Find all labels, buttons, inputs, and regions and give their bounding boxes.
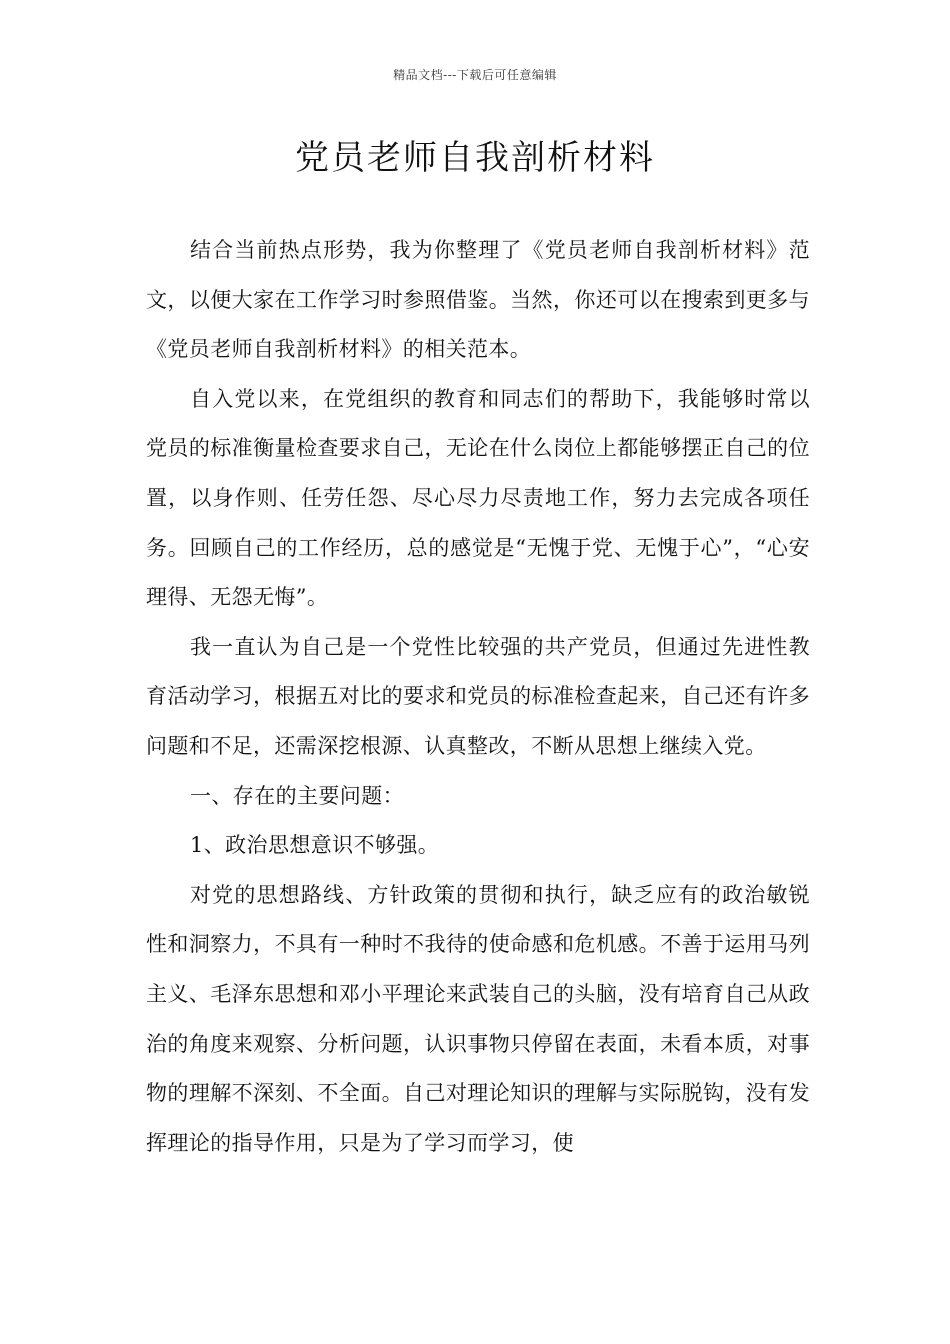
paragraph-intro: 结合当前热点形势，我为你整理了《党员老师自我剖析材料》范文，以便大家在工作学习时参照借鉴。当然，你还可以在搜索到更多与《党员老师自我剖析材料》的相关范本。	[146, 238, 810, 362]
document-title: 党员老师自我剖析材料	[295, 138, 655, 178]
document-body	[146, 226, 810, 1168]
paragraph-political-awareness: 对党的思想路线、方针政策的贯彻和执行，缺乏应有的政治敏锐性和洞察力，不具有一种时不我待的使命感和危机感。不善于运用马列主义、毛泽东思想和邓小平理论来武装自己的头脑，没有培育自己从政治的角度来观察、分析问题，认识事物只停留在表面，未看本质，对事物的理解不深刻、不全面。自己对理论知识的理解与实际脱钩，没有发挥理论的指导作用，只是为了学习而学习，使	[146, 882, 810, 1155]
header-note: 精品文档---下载后可任意编辑	[393, 68, 557, 82]
paragraph-shortcomings: 我一直认为自己是一个党性比较强的共产党员，但通过先进性教育活动学习，根据五对比的要求和党员的标准检查起来，自己还有许多问题和不足，还需深挖根源、认真整改，不断从思想上继续入党。	[146, 634, 810, 758]
subheading-political-awareness: 1、政治思想意识不够强。	[190, 833, 440, 858]
paragraph-self-review: 自入党以来，在党组织的教育和同志们的帮助下，我能够时常以党员的标准衡量检查要求自己，无论在什么岗位上都能够摆正自己的位置，以身作则、任劳任怨、尽心尽力尽责地工作，努力去完成各项任务。回顾自己的工作经历，总的感觉是“无愧于党、无愧于心”，“心安理得、无怨无悔”。	[146, 386, 810, 610]
section-heading-main-problems: 一、存在的主要问题：	[190, 783, 404, 808]
